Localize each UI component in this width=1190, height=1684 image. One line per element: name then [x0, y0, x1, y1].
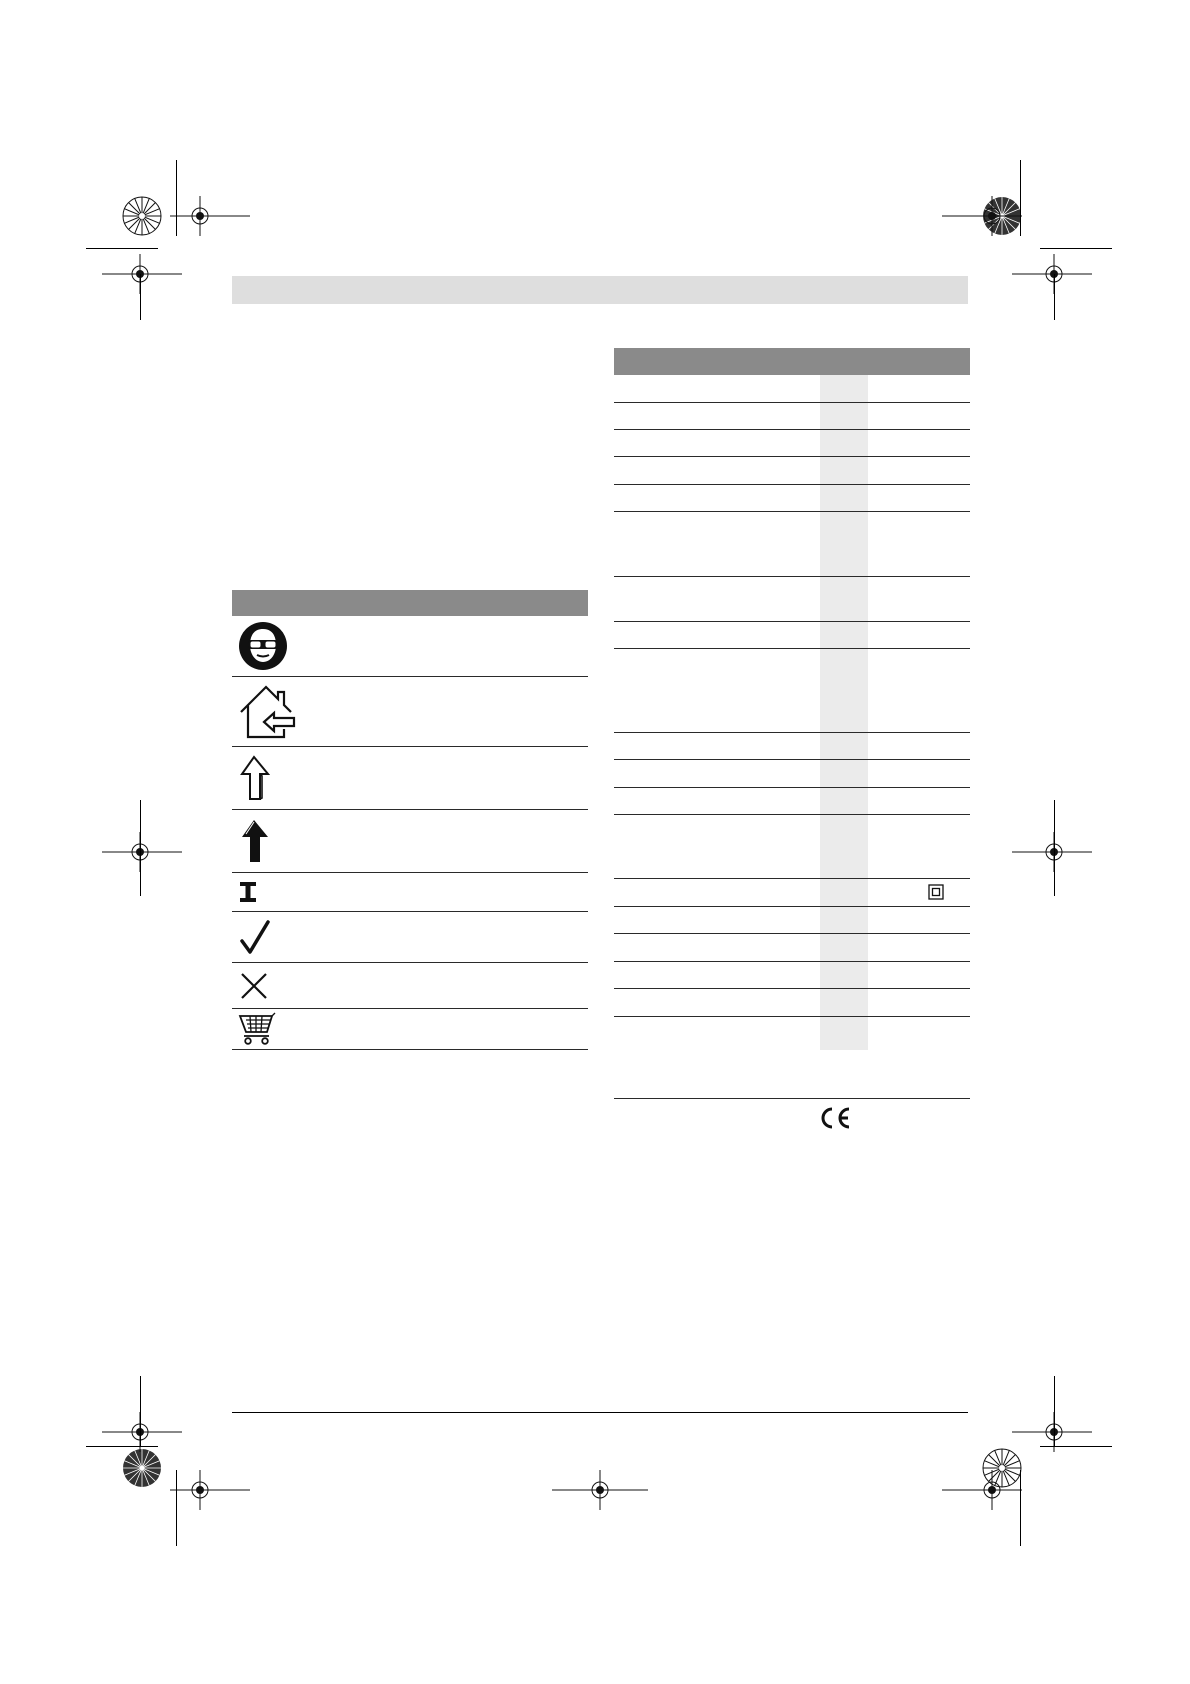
table-row [614, 375, 970, 403]
symbol-table-header [232, 590, 588, 616]
table-row [614, 457, 970, 485]
trim-line [1040, 248, 1112, 249]
crosshair-mark-icon [552, 1470, 648, 1510]
table-row [614, 760, 970, 788]
footer-rule [232, 1412, 968, 1413]
crosshair-mark-icon [170, 1470, 250, 1510]
symbol-row [232, 963, 588, 1009]
registration-target-icon [120, 194, 164, 238]
trim-line [176, 1470, 177, 1546]
double-insulation-icon [928, 884, 944, 900]
table-row [614, 934, 970, 962]
symbol-row [232, 677, 588, 747]
page-header-band [232, 276, 968, 304]
table-row [614, 879, 970, 907]
trim-line [1054, 1376, 1055, 1446]
crosshair-mark-icon [170, 196, 250, 236]
technical-data-table-header [614, 348, 970, 375]
shopping-cart-icon [238, 1012, 278, 1046]
table-row [614, 989, 970, 1017]
table-row [614, 430, 970, 457]
table-row [614, 485, 970, 512]
crosshair-mark-icon [942, 1470, 1022, 1510]
table-row [614, 815, 970, 879]
table-row [614, 622, 970, 649]
symbol-row [232, 810, 588, 873]
table-row [614, 403, 970, 430]
table-row [614, 907, 970, 934]
check-mark-icon [238, 918, 272, 956]
technical-data-table-body [614, 375, 970, 1147]
symbol-row [232, 747, 588, 810]
table-row [614, 577, 970, 622]
arrow-up-filled-icon [238, 817, 272, 865]
crosshair-mark-icon [942, 196, 1022, 236]
symbol-row [232, 873, 588, 912]
symbol-table [232, 590, 588, 1050]
symbol-row [232, 912, 588, 963]
table-row [614, 1017, 970, 1099]
table-row [614, 649, 970, 733]
technical-data-table [614, 348, 970, 1147]
table-row [614, 962, 970, 989]
cross-mark-icon [238, 970, 270, 1002]
crosshair-mark-icon [102, 254, 182, 294]
i-beam-icon [238, 880, 260, 904]
symbol-row [232, 616, 588, 677]
crosshair-mark-icon [102, 832, 182, 872]
indoor-use-icon [238, 684, 298, 740]
trim-line [1054, 274, 1055, 320]
trim-line [176, 160, 177, 236]
symbol-row [232, 1009, 588, 1050]
crosshair-mark-icon [1012, 254, 1092, 294]
trim-line [86, 248, 158, 249]
registration-target-icon [120, 1446, 164, 1490]
trim-line [140, 800, 141, 896]
trim-line [1040, 1446, 1112, 1447]
trim-line [1020, 1470, 1021, 1546]
table-row [614, 788, 970, 815]
table-row [614, 512, 970, 577]
table-row [614, 1099, 970, 1147]
ce-mark-icon [818, 1106, 852, 1130]
trim-line [1020, 160, 1021, 236]
trim-line [1054, 800, 1055, 896]
crosshair-mark-icon [1012, 832, 1092, 872]
trim-line [140, 274, 141, 320]
table-row [614, 733, 970, 760]
arrow-up-outline-icon [238, 754, 272, 802]
trim-line [140, 1376, 141, 1446]
safety-goggles-icon [238, 621, 288, 671]
trim-line [86, 1446, 158, 1447]
